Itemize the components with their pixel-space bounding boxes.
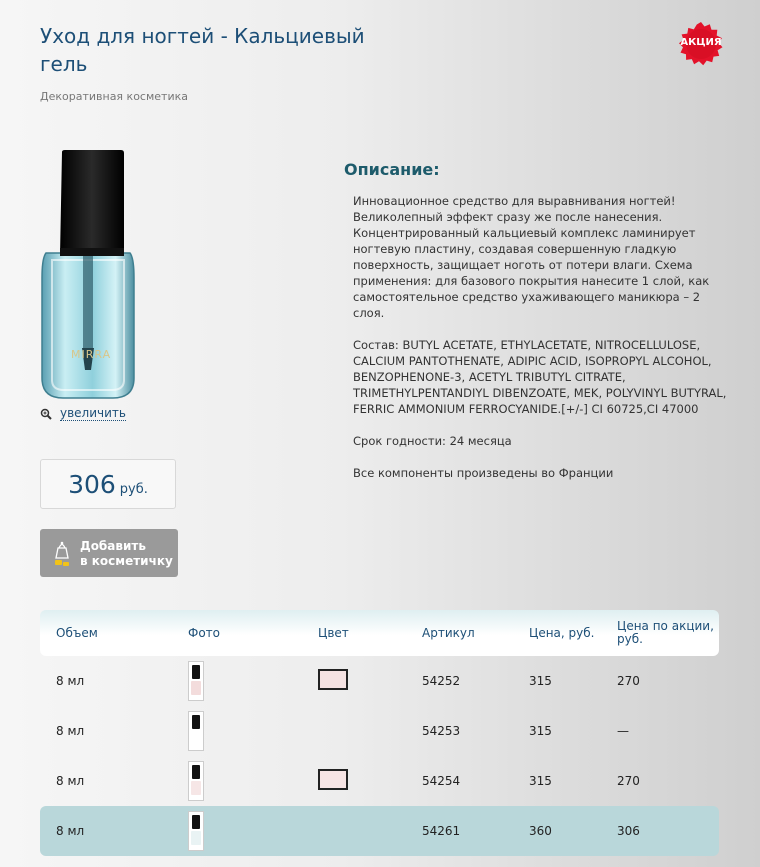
cell-color — [318, 656, 422, 706]
cell-volume: 8 мл — [40, 806, 188, 856]
header-color: Цвет — [318, 625, 349, 640]
cell-article: 54261 — [422, 806, 529, 856]
product-photo[interactable] — [38, 148, 138, 403]
table-header-row — [40, 610, 719, 656]
product-title: Уход для ногтей - Кальциевый гель — [40, 24, 365, 76]
variant-thumbnail[interactable] — [188, 661, 204, 701]
header-photo: Фото — [188, 625, 221, 640]
cell-article: 54252 — [422, 674, 461, 688]
cell-photo — [188, 806, 318, 856]
cell-price: 315 — [529, 774, 552, 788]
cell-price: 315 — [529, 674, 552, 688]
cell-article: 54253 — [422, 724, 461, 738]
promo-badge-label: АКЦИЯ — [680, 37, 722, 48]
cell-photo — [188, 706, 318, 756]
cell-promo-price: 270 — [617, 774, 640, 788]
header-price: Цена, руб. — [529, 625, 595, 640]
category-label: Декоративная косметика — [40, 90, 188, 103]
cell-promo-price: — — [617, 724, 629, 738]
cell-color — [318, 756, 422, 806]
description-text — [353, 193, 729, 497]
cell-promo-price: 270 — [617, 674, 640, 688]
price-currency: руб. — [119, 482, 148, 497]
cell-article: 54254 — [422, 774, 461, 788]
color-swatch — [318, 769, 348, 790]
cell-color — [318, 806, 422, 856]
cell-promo-price: 306 — [617, 806, 719, 856]
cosmetic-bag-icon — [51, 538, 73, 568]
description-heading: Описание: — [344, 160, 440, 179]
header-volume: Объем — [56, 625, 98, 640]
price-box — [40, 459, 176, 509]
cell-color — [318, 706, 422, 756]
cell-price: 315 — [529, 724, 552, 738]
variant-thumbnail[interactable] — [188, 711, 204, 751]
shelf-life-paragraph: Срок годности: 24 месяца — [353, 434, 512, 448]
table-row[interactable] — [40, 756, 719, 806]
variant-thumbnail[interactable] — [188, 811, 204, 851]
header-promo-price: Цена по акции, руб. — [617, 619, 714, 646]
cell-volume: 8 мл — [56, 674, 85, 688]
add-button-line1: Добавить — [80, 539, 146, 553]
table-row[interactable] — [40, 706, 719, 756]
header-article: Артикул — [422, 625, 475, 640]
cell-volume: 8 мл — [56, 724, 85, 738]
description-paragraph: Инновационное средство для выравнивания ногтей! Великолепный эффект сразу же после нанесения. Концентрированный кальциевый комплекс ламинирует ногтевую пластину, создавая совершенную гладкую поверхность, защищает ноготь от потери влаги. Схема применения: для базового покрытия нанесите 1 слой, как самостоятельное средство ухаживающего маникюра – 2 слоя. — [353, 194, 710, 320]
table-row[interactable] — [40, 656, 719, 706]
cell-photo — [188, 656, 318, 706]
cell-price: 360 — [529, 806, 617, 856]
color-swatch — [318, 669, 348, 690]
zoom-link[interactable] — [40, 406, 126, 421]
variants-table — [40, 610, 719, 856]
add-to-bag-button[interactable] — [40, 529, 178, 577]
origin-paragraph: Все компоненты произведены во Франции — [353, 466, 614, 480]
variant-thumbnail[interactable] — [188, 761, 204, 801]
price-value: 306 — [68, 470, 116, 499]
table-row[interactable] — [40, 806, 719, 856]
magnifier-icon — [40, 408, 52, 420]
composition-paragraph: Состав: BUTYL ACETATE, ETHYLACETATE, NITROCELLULOSE, CALCIUM PANTOTHENATE, ADIPIC ACID, ISOPROPYL ALCOHOL, BENZOPHENONE-3, ACETYL TRIBUTYL CITRATE, TRIMETHYLPENTANDIYL DIBENZOATE, MEK, POLYVINYL BUTYRAL, FERRIC AMMONIUM FERROCYANIDE.[+/-] CI 60725,CI 47000 — [353, 338, 727, 416]
zoom-label[interactable]: увеличить — [60, 406, 126, 420]
svg-text:MIRRA: MIRRA — [71, 348, 112, 361]
cell-photo — [188, 756, 318, 806]
cell-volume: 8 мл — [56, 774, 85, 788]
add-button-line2: в косметичку — [80, 554, 173, 568]
promo-badge — [677, 21, 725, 69]
